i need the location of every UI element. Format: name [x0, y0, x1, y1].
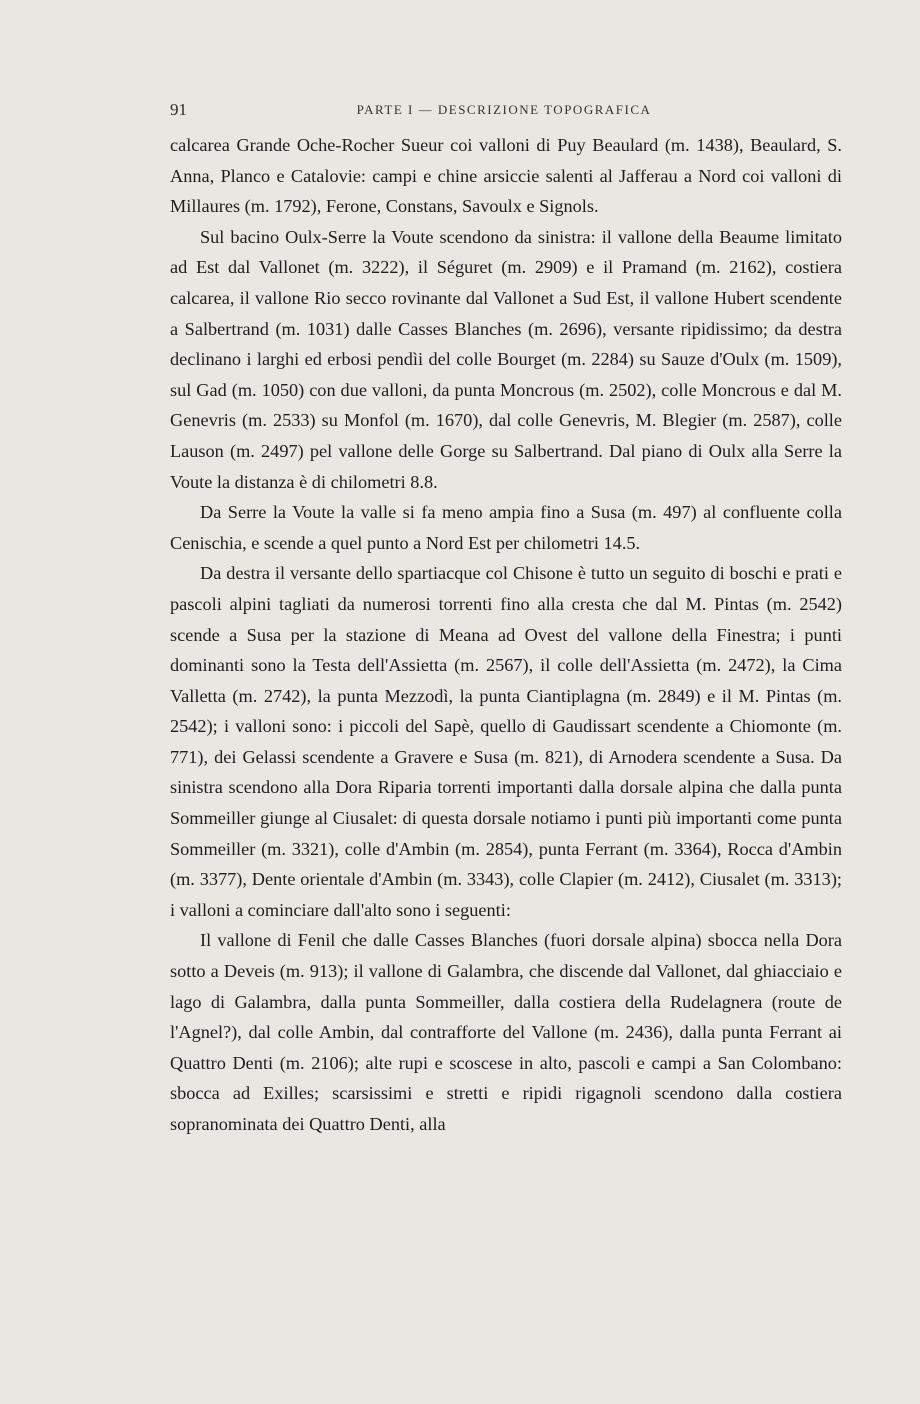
paragraph-oulx-serre-basin: Sul bacino Oulx-Serre la Voute scendono da sinistra: il vallone della Beaume limitato ad Est dal Vallonet (m. 3222), il Séguret (m. 2909) e il Pramand (m. 2162), costiera calcarea, il vallone Rio secco rovinante dal Vallonet a Sud Est, il vallone Hubert scendente a Salbertrand (m. 1031) dalle Casses Blanches (m. 2696), versante ripidissimo; da destra declinano i larghi ed erbosi pendìi del colle Bourget (m. 2284) su Sauze d'Oulx (m. 1509), sul Gad (m. 1050) con due valloni, da punta Moncrous (m. 2502), colle Moncrous e dal M. Genevris (m. 2533) su Monfol (m. 1670), dal colle Genevris, M. Blegier (m. 2587), colle Lauson (m. 2497) pel vallone delle Gorge su Salbertrand. Dal piano di Oulx alla Serre la Voute la distanza è di chilometri 8.8. [170, 226, 842, 492]
paragraph-continuation: calcarea Grande Oche-Rocher Sueur coi valloni di Puy Beaulard (m. 1438), Beaulard, S. Anna, Planco e Catalovie: campi e chine arsiccie salenti al Jafferau a Nord coi valloni di Millaures (m. 1792), Ferone, Constans, Savoulx e Signols. [170, 135, 842, 217]
running-title: PARTE I — DESCRIZIONE TOPOGRAFICA [356, 102, 652, 117]
page-header [166, 100, 842, 124]
body-text [170, 130, 842, 1140]
page-number: 91 [170, 100, 187, 119]
paragraph-right-slope: Da destra il versante dello spartiacque col Chisone è tutto un seguito di boschi e prati e pascoli alpini tagliati da numerosi torrenti fino alla cresta che dal M. Pintas (m. 2542) scende a Susa per la stazione di Meana ad Ovest del vallone della Finestra; i punti dominanti sono la Testa dell'Assietta (m. 2567), il colle dell'Assietta (m. 2472), la Cima Valletta (m. 2742), la punta Mezzodì, la punta Ciantiplagna (m. 2849) e il M. Pintas (m. 2542); i valloni sono: i piccoli del Sapè, quello di Gaudissart scendente a Chiomonte (m. 771), dei Gelassi scendente a Gravere e Susa (m. 821), di Arnodera scendente a Susa. Da sinistra scendono alla Dora Riparia torrenti importanti dalla dorsale alpina che dalla punta Sommeiller giunge al Ciusalet: di questa dorsale notiamo i punti più importanti come punta Sommeiller (m. 3321), colle d'Ambin (m. 2854), punta Ferrant (m. 3364), Rocca d'Ambin (m. 3377), Dente orientale d'Ambin (m. 3343), colle Clapier (m. 2412), Ciusalet (m. 3313); i valloni a cominciare dall'alto sono i seguenti: [170, 563, 842, 920]
paragraph-serre-to-susa: Da Serre la Voute la valle si fa meno ampia fino a Susa (m. 497) al confluente colla Cenischia, e scende a quel punto a Nord Est per chilometri 14.5. [170, 502, 842, 553]
paragraph-fenil-galambra: Il vallone di Fenil che dalle Casses Blanches (fuori dorsale alpina) sbocca nella Dora sotto a Deveis (m. 913); il vallone di Galambra, che discende dal Vallonet, dal ghiacciaio e lago di Galambra, dalla punta Sommeiller, dalla costiera della Rudelagnera (route de l'Agnel?), dal colle Ambin, dal contrafforte del Vallone (m. 2436), dalla punta Ferrant ai Quattro Denti (m. 2106); alte rupi e scoscese in alto, pascoli e campi a San Colombano: sbocca ad Exilles; scarsissimi e stretti e ripidi rigagnoli scendono dalla costiera sopranominata dei Quattro Denti, alla [170, 930, 842, 1134]
